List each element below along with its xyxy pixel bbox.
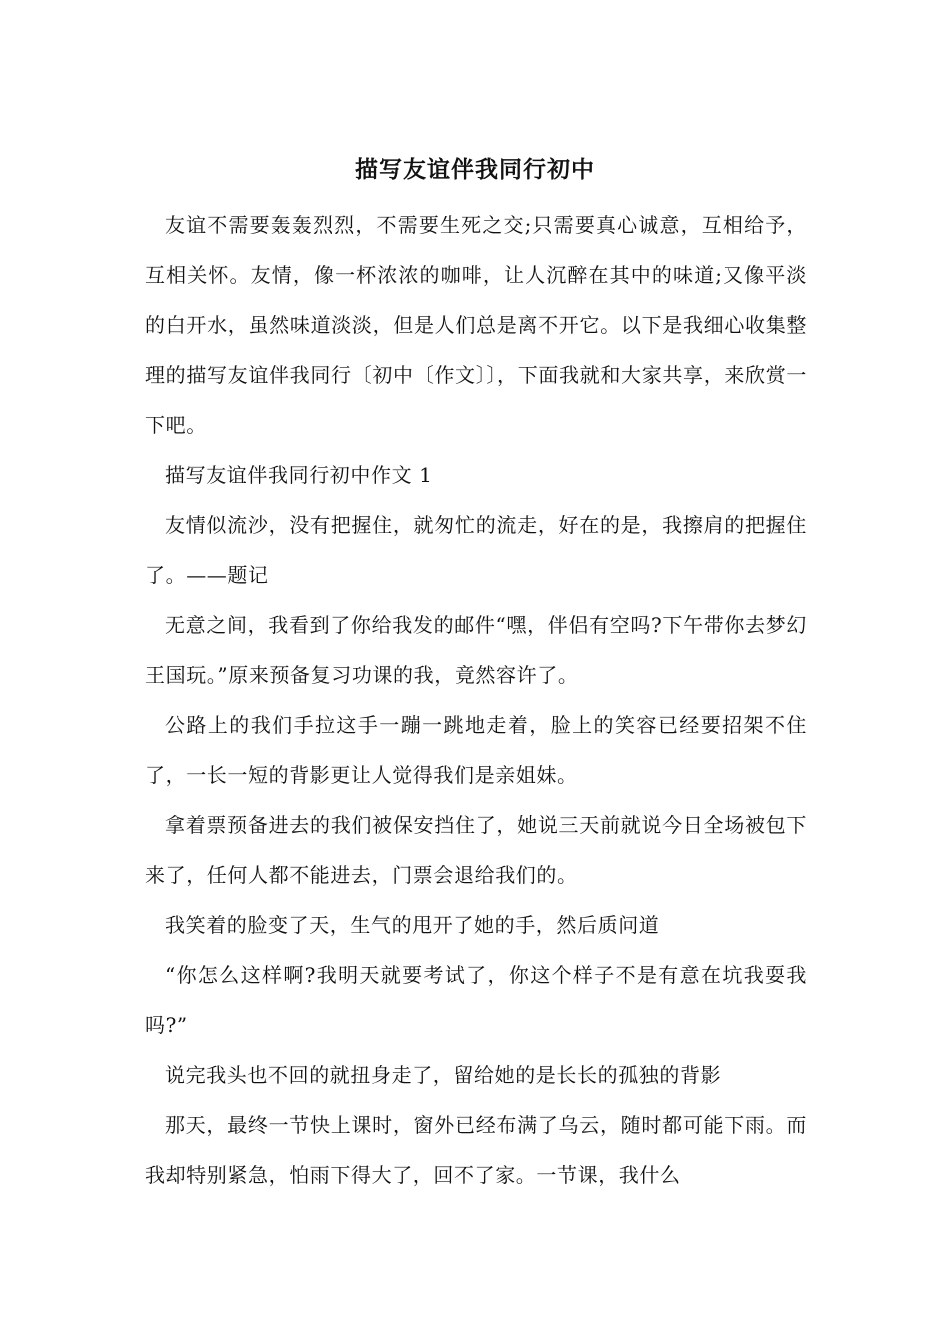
document-title: 描写友谊伴我同行初中 [355,156,595,183]
paragraph: 那天，最终一节快上课时，窗外已经布满了乌云，随时都可能下雨。而我却特别紧急，怕雨下得大了，回不了家。一节课，我什么 [145,1113,807,1187]
paragraph-intro: 友谊不需要轰轰烈烈，不需要生死之交;只需要真心诚意，互相给予，互相关怀。友情，像一杯浓浓的咖啡，让人沉醉在其中的味道;又像平淡的白开水，虽然味道淡淡，但是人们总是离不开它。以下是我细心收集整理的描写友谊伴我同行〔初中〔作文〕〕，下面我就和大家共享，来欣赏一下吧。 [145,213,807,437]
paragraph: 说完我头也不回的就扭身走了，留给她的是长长的孤独的背影 [165,1063,722,1087]
document-body [145,200,807,1200]
paragraph: 无意之间，我看到了你给我发的邮件“嘿，伴侣有空吗?下午带你去梦幻王国玩。”原来预备复习功课的我，竟然容许了。 [145,613,807,687]
paragraph: 拿着票预备进去的我们被保安挡住了，她说三天前就说今日全场被包下来了，任何人都不能进去，门票会退给我们的。 [145,813,807,887]
paragraph: 公路上的我们手拉这手一蹦一跳地走着，脸上的笑容已经要招架不住了，一长一短的背影更让人觉得我们是亲姐妹。 [145,713,807,787]
paragraph: 友情似流沙，没有把握住，就匆忙的流走，好在的是，我擦肩的把握住了。——题记 [145,513,807,587]
paragraph: 我笑着的脸变了天，生气的甩开了她的手，然后质问道 [165,913,660,937]
paragraph: “你怎么这样啊?我明天就要考试了，你这个样子不是有意在坑我耍我吗?” [145,963,807,1037]
paragraph-essay-heading: 描写友谊伴我同行初中作文 1 [165,463,433,487]
